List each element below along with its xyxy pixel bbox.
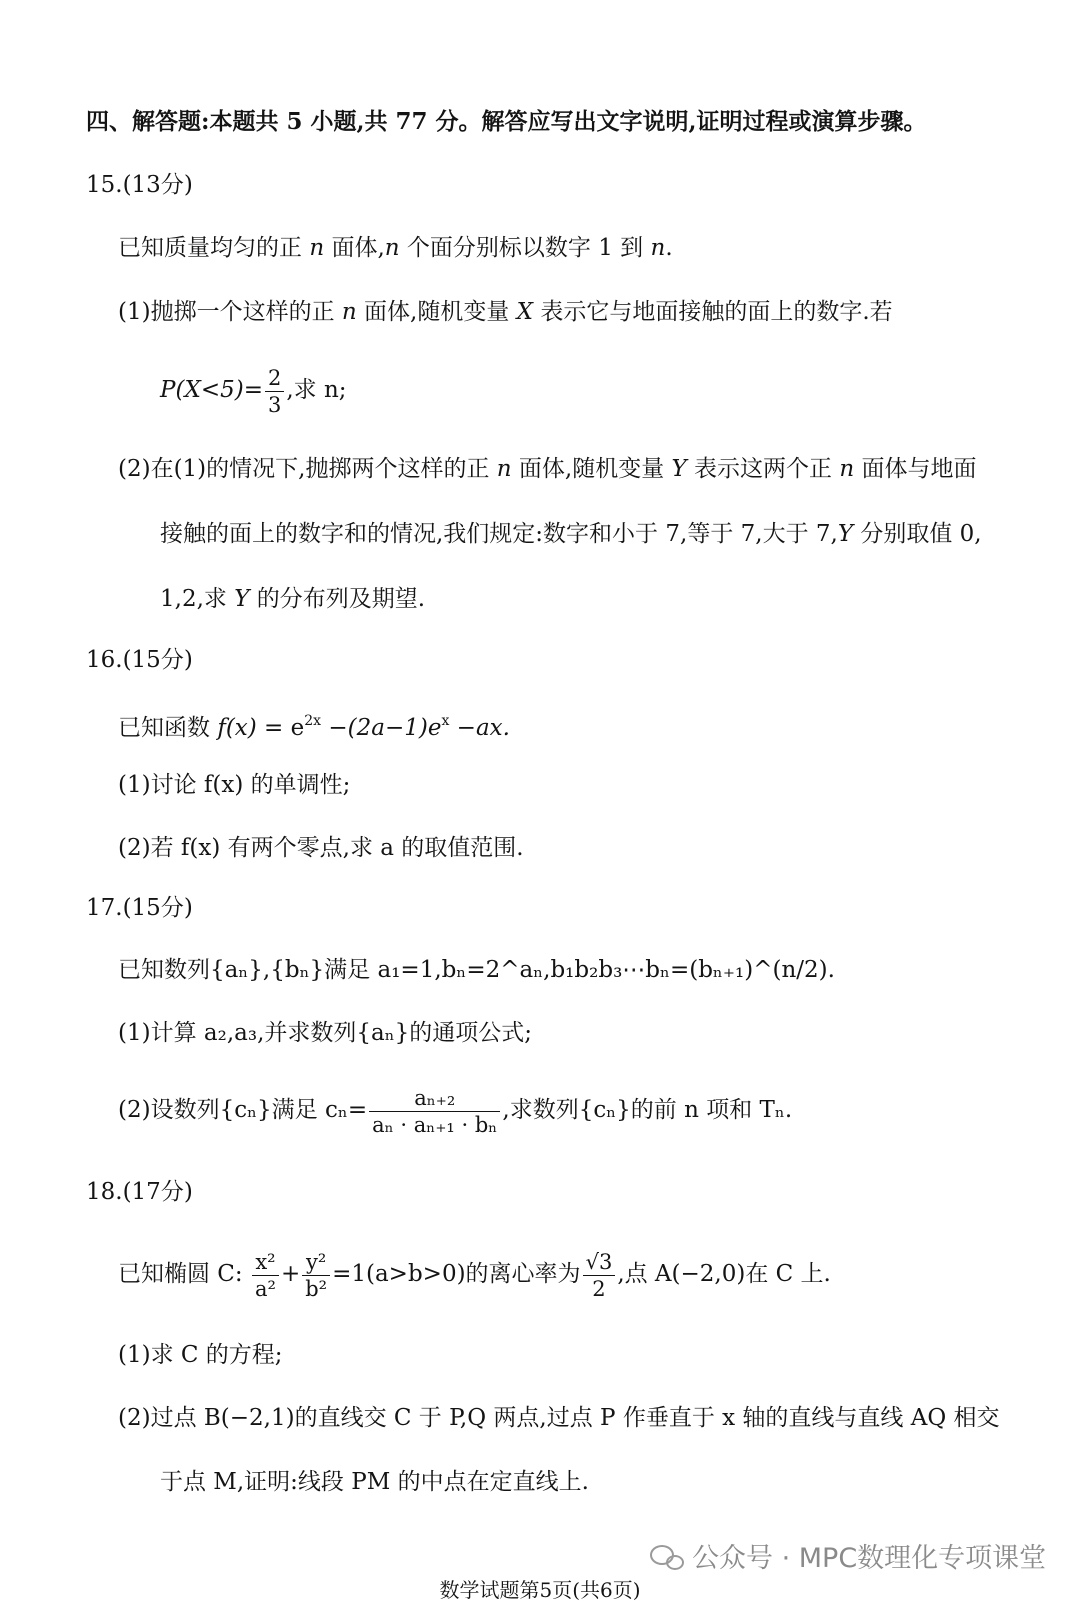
var-Y: Y xyxy=(671,456,687,482)
q15-p2-text-b: 面体,随机变量 xyxy=(511,456,672,482)
frac-den: a² xyxy=(254,1276,276,1301)
q15-p2-line2-text: 接触的面上的数字和的情况,我们规定:数字和小于 7,等于 7,大于 7, xyxy=(160,521,838,547)
q17-intro: 已知数列{aₙ},{bₙ}满足 a₁=1,bₙ=2^aₙ,b₁b₂b₃⋯bₙ=(bₙ₊₁)^(n/2). xyxy=(118,957,835,983)
q15-number: 15.(13分) xyxy=(86,172,193,198)
q16-intro xyxy=(118,706,510,743)
q18-part2-line2: 于点 M,证明:线段 PM 的中点在定直线上. xyxy=(160,1469,589,1495)
q17-fraction xyxy=(369,1085,500,1138)
frac-den: aₙ · aₙ₊₁ · bₙ xyxy=(372,1112,498,1137)
q15-p2-text-c: 表示这两个正 xyxy=(686,456,840,482)
frac-num: x² xyxy=(252,1249,279,1276)
q18-frac-ecc xyxy=(583,1249,616,1302)
q15-p2-text-d: 面体与地面 xyxy=(854,456,977,482)
q17-number: 17.(15分) xyxy=(86,895,193,921)
watermark xyxy=(650,1536,1046,1575)
q16-mid: −(2a−1)e xyxy=(321,715,442,741)
q18-number: 18.(17分) xyxy=(86,1179,193,1205)
q15-intro-text-b: 面体, xyxy=(324,235,385,261)
q16-eq: = e xyxy=(256,715,305,741)
q15-part1-condition xyxy=(160,362,347,418)
q15-p1-text-a: (1)抛掷一个这样的正 xyxy=(118,299,342,325)
q16-exp2: x xyxy=(441,713,450,729)
q18-part1: (1)求 C 的方程; xyxy=(118,1342,283,1368)
q18-part2-line1: (2)过点 B(−2,1)的直线交 C 于 P,Q 两点,过点 P 作垂直于 x 轴的直线与直线 AQ 相交 xyxy=(118,1405,1000,1431)
var-n: n xyxy=(496,456,512,482)
q15-p1-tail: ,求 n; xyxy=(286,377,347,403)
var-n: n xyxy=(341,299,357,325)
q16-intro-text: 已知函数 xyxy=(118,715,218,741)
q15-p2-line2-text-b: 分别取值 0, xyxy=(853,521,982,547)
frac-num: √3 xyxy=(583,1249,616,1276)
q16-exp1: 2x xyxy=(304,713,322,729)
frac-den: 2 xyxy=(592,1276,606,1301)
frac-num: aₙ₊₂ xyxy=(369,1085,500,1112)
q16-number: 16.(15分) xyxy=(86,647,193,673)
q15-part2-line1 xyxy=(118,454,977,484)
fraction-two-thirds xyxy=(265,365,284,418)
var-n: n xyxy=(309,235,325,261)
q15-p2-line3-text-b: 的分布列及期望. xyxy=(249,586,426,612)
frac-num: y² xyxy=(302,1249,330,1276)
q18-intro-text-a: 已知椭圆 C: xyxy=(118,1261,250,1287)
q15-part2-line2 xyxy=(160,519,982,549)
wechat-icon xyxy=(650,1543,684,1569)
q16-end: −ax. xyxy=(449,715,510,741)
q16-part2: (2)若 f(x) 有两个零点,求 a 的取值范围. xyxy=(118,835,524,861)
frac-den: b² xyxy=(305,1276,328,1301)
q15-p2-text-a: (2)在(1)的情况下,抛掷两个这样的正 xyxy=(118,456,497,482)
q18-intro-text-c: ,点 A(−2,0)在 C 上. xyxy=(617,1261,831,1287)
q18-intro-text-b: =1(a>b>0)的离心率为 xyxy=(332,1261,581,1287)
q18-intro xyxy=(118,1246,831,1302)
frac-num: 2 xyxy=(265,365,284,392)
var-n: n xyxy=(839,456,855,482)
q16-part1: (1)讨论 f(x) 的单调性; xyxy=(118,772,351,798)
frac-den: 3 xyxy=(267,392,282,417)
var-n: n xyxy=(384,235,400,261)
q15-p1-text-b: 面体,随机变量 xyxy=(356,299,517,325)
var-n: n xyxy=(650,235,666,261)
var-X: X xyxy=(516,299,534,325)
q15-part2-line3 xyxy=(160,584,425,614)
var-Y: Y xyxy=(234,586,250,612)
q16-func: f(x) xyxy=(217,715,257,741)
q15-p2-line3-text-a: 1,2,求 xyxy=(160,586,235,612)
q15-intro-text-c: 个面分别标以数字 1 到 xyxy=(399,235,651,261)
q17-part1: (1)计算 a₂,a₃,并求数列{aₙ}的通项公式; xyxy=(118,1020,533,1046)
q15-part1 xyxy=(118,297,893,327)
watermark-text: 公众号 · MPC数理化专项课堂 xyxy=(692,1543,1047,1574)
page-footer: 数学试题第5页(共6页) xyxy=(439,1578,641,1602)
q15-intro: 已知质量均匀的正 n 面体,n 个面分别标以数字 1 到 n. xyxy=(118,235,673,261)
q18-frac-x xyxy=(252,1249,279,1302)
q17-p2-text-b: ,求数列{cₙ}的前 n 项和 Tₙ. xyxy=(502,1097,793,1123)
plus-sign: + xyxy=(280,1261,301,1287)
q17-p2-text-a: (2)设数列{cₙ}满足 cₙ= xyxy=(118,1097,368,1123)
q15-intro-text-a: 已知质量均匀的正 xyxy=(118,235,310,261)
section-heading: 四、解答题:本题共 5 小题,共 77 分。解答应写出文字说明,证明过程或演算步骤。 xyxy=(86,108,927,135)
q18-frac-y xyxy=(302,1249,330,1302)
q17-part2 xyxy=(118,1082,792,1138)
var-Y: Y xyxy=(837,521,854,547)
q15-probability-expr: P(X<5)= xyxy=(160,377,263,403)
q15-p1-text-c: 表示它与地面接触的面上的数字.若 xyxy=(533,299,893,325)
